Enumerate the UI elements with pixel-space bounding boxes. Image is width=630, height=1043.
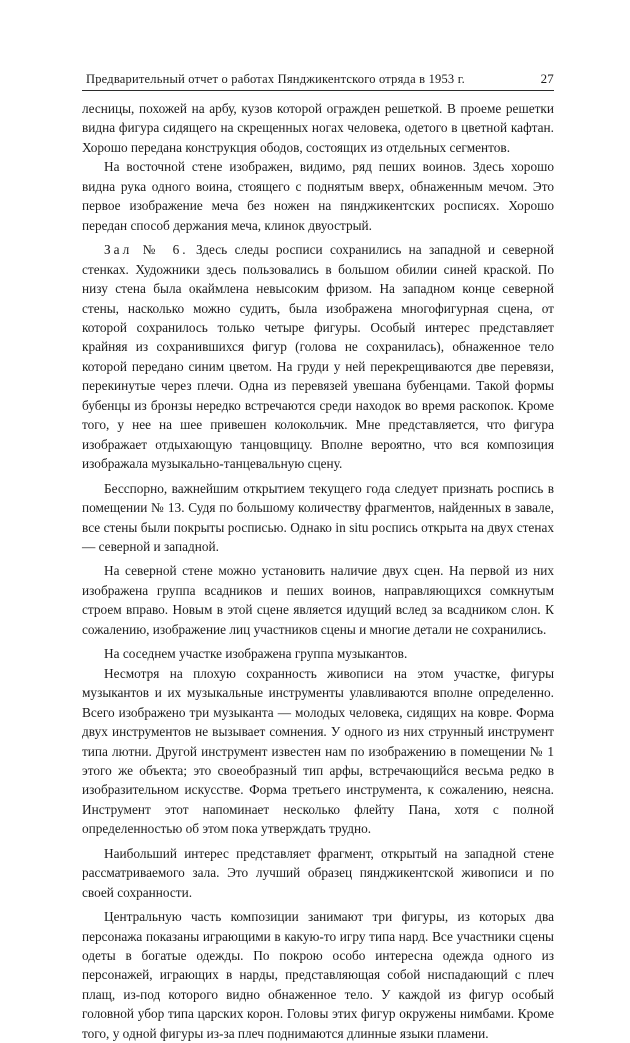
- paragraph: Центральную часть композиции занимают три фигуры, из которых два персонажа показаны играющими в какую-то игру типа нард. Все участники сцены одеты в богатые одежды. По покрою особо интересна одежда одного из персонажей, играющих в нарды, представляющая собой ниспадающий с плеч плащ, из-под которого видно обнаженное тело. У каждой из фигур особый головной убор типа царских корон. Головы этих фигур окружены нимбами. Кроме того, у одной фигуры из-за плеч поднимаются длинные языки пламени.: [82, 909, 554, 1041]
- paragraph: Бесспорно, важнейшим открытием текущего года следует признать роспись в помещении № 13. Судя по большому количеству фрагментов, найденных в завале, все стены были покрыты росписью. Однако in situ роспись открыта на двух стенах — северной и западной.: [82, 480, 554, 554]
- paragraph: На восточной стене изображен, видимо, ряд пеших воинов. Здесь хорошо видна рука одного воина, стоящего с поднятым вверх, обнаженным мечом. Это первое изображение меча без ножен на пянджикентских росписях. Хорошо передан способ держания меча, клинок двуострый.: [82, 159, 554, 233]
- paragraph: Несмотря на плохую сохранность живописи на этом участке, фигуры музыкантов и их музыкальные инструменты улавливаются вполне определенно. Всего изображено три музыканта — молодых человека, сидящих на ковре. Форма двух инструментов не вызывает сомнения. У одного из них струнный инструмент типа лютни. Другой инструмент известен нам по изображению в помещении № 1 этого же объекта; это своеобразный тип арфы, встречающийся весьма редко в изобразительном искусстве. Форма третьего инструмента, к сожалению, неясна. Инструмент этот напоминает несколько флейту Пана, хотя с полной определенностью об этом пока утверждать трудно.: [82, 665, 554, 837]
- paragraph: На соседнем участке изображена группа музыкантов.: [104, 646, 408, 662]
- body-text: [82, 99, 554, 1043]
- running-head-title: Предварительный отчет о работах Пянджикентского отряда в 1953 г.: [86, 72, 465, 86]
- document-page: [82, 70, 554, 1043]
- paragraph: На северной стене можно установить наличие двух сцен. На первой из них изображена группа всадников и пеших воинов, направляющихся сомкнутым строем вправо. Новым в этой сцене является идущий вслед за всадником слон. К сожалению, изображение лиц участников сцены и многие детали не сохранились.: [82, 563, 554, 637]
- paragraph: лесницы, похожей на арбу, кузов которой огражден решеткой. В проеме решетки видна фигура сидящего на скрещенных ногах человека, одетого в цветной кафтан. Хорошо передана конструкция ободов, состоящих из отдельных сегментов.: [82, 101, 554, 155]
- paragraph-text: Здесь следы росписи сохранились на западной и северной стенках. Художники здесь пользовались в большом обилии синей краской. По низу стена была окаймлена невысоким фризом. На западном конце северной стены, насколько можно судить, была изображена многофигурная сцена, от которой сохранилось только четыре фигуры. Особый интерес представляет крайняя из сохранившихся фигур (голова не сохранилась), обнаженное тело которой передано синим цветом. На груди у ней перекрещиваются две перевязи, перекинутые через плечи. Одна из перевязей увешана бубенцами. Такой формы бубенцы из бронзы нередко встречаются среди находок во время раскопок. Кроме того, у нее на шее привешен колокольчик. Мне представляется, что фигура изображает отдыхающую танцовщицу. Вполне вероятно, что вся композиция изображала музыкально-танцевальную сцену.: [82, 242, 554, 472]
- page-number: 27: [540, 71, 554, 86]
- running-head: [82, 70, 554, 91]
- paragraph: Наибольший интерес представляет фрагмент, открытый на западной стене рассматриваемого зала. Это лучший образец пянджикентской живописи и по своей сохранности.: [82, 845, 554, 900]
- paragraph: [82, 240, 554, 473]
- room-heading: Зал № 6.: [104, 242, 189, 258]
